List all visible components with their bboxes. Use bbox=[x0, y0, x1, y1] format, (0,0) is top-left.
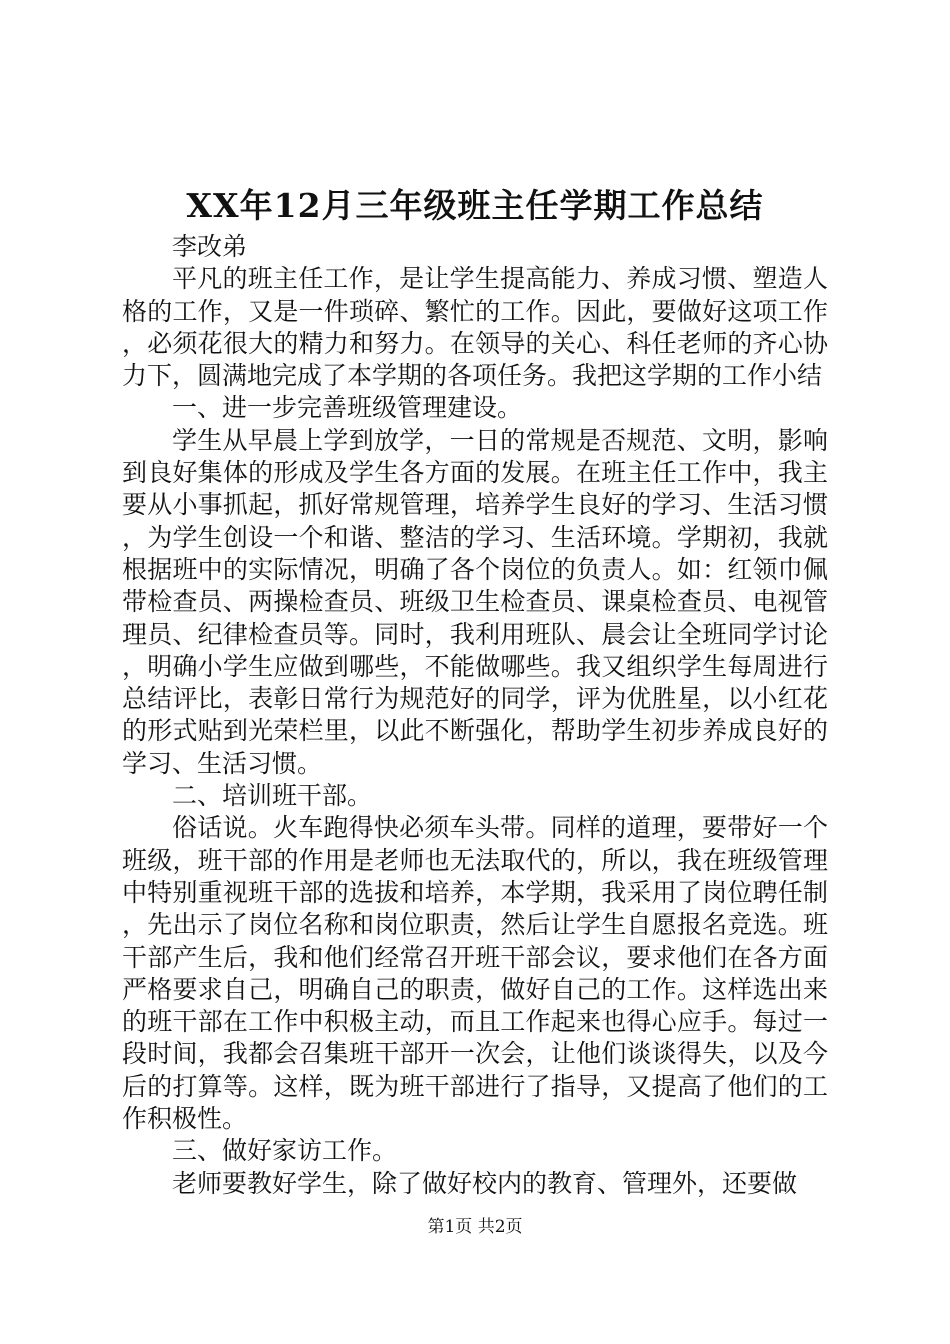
section-heading: 三、做好家访工作。 bbox=[172, 1136, 398, 1166]
document-title: XX年12月三年级班主任学期工作总结 bbox=[186, 186, 764, 225]
paragraph: 学生从早晨上学到放学，一日的常规是否规范、文明，影响到良好集体的形成及学生各方面的发展。在班主任工作中，我主要从小事抓起，抓好常规管理，培养学生良好的学习、生活习惯，为学生创设一个和谐、整洁的学习、生活环境。学期初，我就根据班中的实际情况，明确了各个岗位的负责人。如：红领巾佩带检查员、两操检查员、班级卫生检查员、课桌检查员、电视管理员、纪律检查员等。同时，我利用班队、晨会让全班同学讨论，明确小学生应做到哪些，不能做哪些。我又组织学生每周进行总结评比，表彰日常行为规范好的同学，评为优胜星，以小红花的形式贴到光荣栏里，以此不断强化，帮助学生初步养成良好的学习、生活习惯。 bbox=[122, 425, 828, 778]
section-heading: 一、进一步完善班级管理建设。 bbox=[172, 393, 523, 423]
page-number-footer: 第1页 共2页 bbox=[427, 1217, 523, 1237]
document-body bbox=[122, 231, 828, 1200]
section-heading: 二、培训班干部。 bbox=[172, 781, 373, 811]
author-line: 李改弟 bbox=[172, 232, 248, 261]
paragraph: 俗话说。火车跑得快必须车头带。同样的道理，要带好一个班级，班干部的作用是老师也无法取代的，所以，我在班级管理中特别重视班干部的选拔和培养，本学期，我采用了岗位聘任制，先出示了岗位名称和岗位职责，然后让学生自愿报名竞选。班干部产生后，我和他们经常召开班干部会议，要求他们在各方面严格要求自己，明确自己的职责，做好自己的工作。这样选出来的班干部在工作中积极主动，而且工作起来也得心应手。每过一段时间，我都会召集班干部开一次会，让他们谈谈得失，以及今后的打算等。这样，既为班干部进行了指导，又提高了他们的工作积极性。 bbox=[122, 813, 828, 1134]
paragraph: 老师要教好学生，除了做好校内的教育、管理外，还要做 bbox=[172, 1168, 798, 1198]
paragraph: 平凡的班主任工作，是让学生提高能力、养成习惯、塑造人格的工作，又是一件琐碎、繁忙的工作。因此，要做好这项工作，必须花很大的精力和努力。在领导的关心、科任老师的齐心协力下，圆满地完成了本学期的各项任务。我把这学期的工作小结 bbox=[122, 264, 828, 391]
